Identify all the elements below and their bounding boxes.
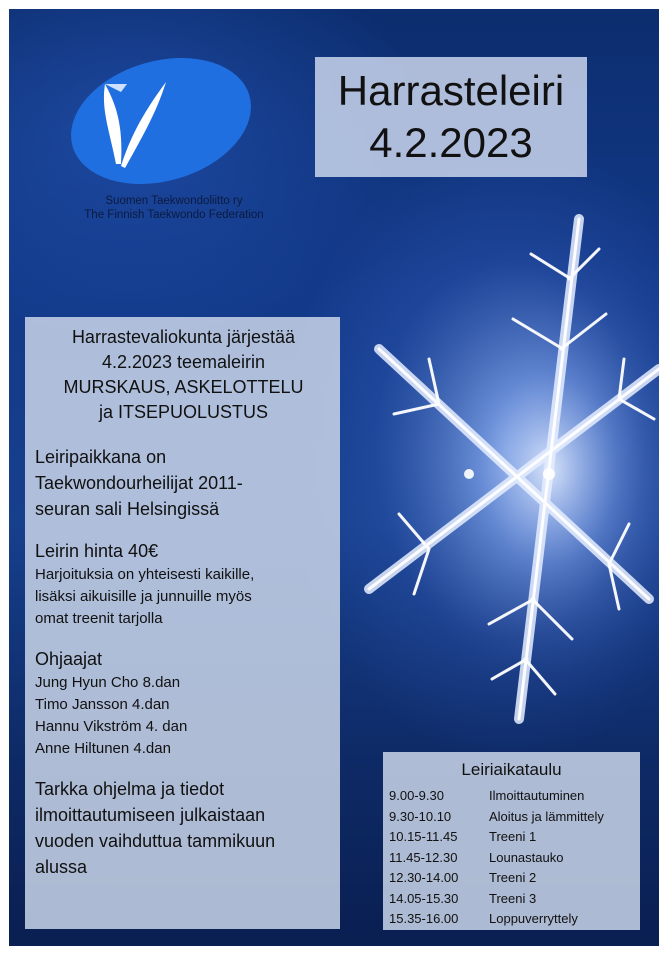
title-box xyxy=(315,57,587,177)
schedule-activity: Ilmoittautuminen xyxy=(489,788,585,803)
schedule-activity: Treeni 1 xyxy=(489,829,537,844)
schedule-row xyxy=(389,889,634,910)
schedule-row xyxy=(389,827,634,848)
schedule-activity: Aloitus ja lämmittely xyxy=(489,808,604,824)
instructor: Timo Jansson 4.dan xyxy=(35,696,170,713)
instructor: Jung Hyun Cho 8.dan xyxy=(35,674,181,691)
intro-text xyxy=(35,325,332,425)
schedule-time: 10.15-11.45 xyxy=(389,829,458,844)
poster xyxy=(9,9,659,946)
intro-line: 4.2.2023 teemaleirin xyxy=(101,352,266,372)
footer-line: ilmoittautumiseen julkaistaan xyxy=(35,805,266,825)
schedule-title: Leiriaikataulu xyxy=(461,760,562,779)
schedule-time: 15.35-16.00 xyxy=(389,911,459,926)
org-name-fi: Suomen Taekwondoliitto ry xyxy=(105,195,243,207)
event-title: Harrasteleiri xyxy=(337,67,565,114)
price-detail-line: Harjoituksia on yhteisesti kaikille, xyxy=(35,566,255,583)
schedule-activity: Lounastauko xyxy=(489,849,564,865)
schedule-time: 9.30-10.10 xyxy=(389,808,452,824)
schedule-activity: Treeni 3 xyxy=(489,890,537,906)
schedule-row xyxy=(389,909,634,930)
snowflake-image xyxy=(349,199,659,759)
footer-note xyxy=(35,776,332,880)
price-section xyxy=(35,538,332,630)
footer-line: Tarkka ohjelma ja tiedot xyxy=(35,779,225,799)
schedule-time: 9.00-9.30 xyxy=(389,788,444,803)
venue-line: seuran sali Helsingissä xyxy=(35,499,220,519)
schedule-panel xyxy=(383,752,640,930)
schedule-row xyxy=(389,848,634,869)
intro-line: ja ITSEPUOLUSTUS xyxy=(98,402,269,422)
info-panel xyxy=(25,317,340,929)
schedule-row xyxy=(389,807,634,828)
schedule-row xyxy=(389,868,634,889)
schedule-time: 14.05-15.30 xyxy=(389,890,459,906)
venue-line: Leiripaikkana on xyxy=(35,447,167,467)
intro-line: Harrastevaliokunta järjestää xyxy=(71,327,296,347)
venue-line: Taekwondourheilijat 2011- xyxy=(35,473,243,493)
schedule-time: 12.30-14.00 xyxy=(389,870,459,885)
venue-text xyxy=(35,444,332,522)
price-detail-line: omat treenit tarjolla xyxy=(35,610,163,627)
schedule-activity: Treeni 2 xyxy=(489,870,537,885)
org-name-en: The Finnish Taekwondo Federation xyxy=(84,209,264,221)
instructors-heading: Ohjaajat xyxy=(35,649,103,669)
footer-line: vuoden vaihduttua tammikuun xyxy=(35,831,276,851)
instructor: Anne Hiltunen 4.dan xyxy=(35,740,171,757)
footer-line: alussa xyxy=(35,857,88,877)
schedule-time: 11.45-12.30 xyxy=(389,849,458,865)
schedule-activity: Loppuverryttely xyxy=(489,911,578,926)
price-heading: Leirin hinta 40€ xyxy=(35,541,159,561)
taekwondo-logo-icon xyxy=(61,54,261,189)
event-date: 4.2.2023 xyxy=(369,119,533,166)
instructors-section xyxy=(35,646,332,760)
logo-caption xyxy=(49,194,299,222)
intro-line: MURSKAUS, ASKELOTTELU xyxy=(63,377,304,397)
instructor: Hannu Vikström 4. dan xyxy=(35,718,188,735)
schedule-row xyxy=(389,786,634,807)
price-detail-line: lisäksi aikuisille ja junnuille myös xyxy=(35,588,252,605)
